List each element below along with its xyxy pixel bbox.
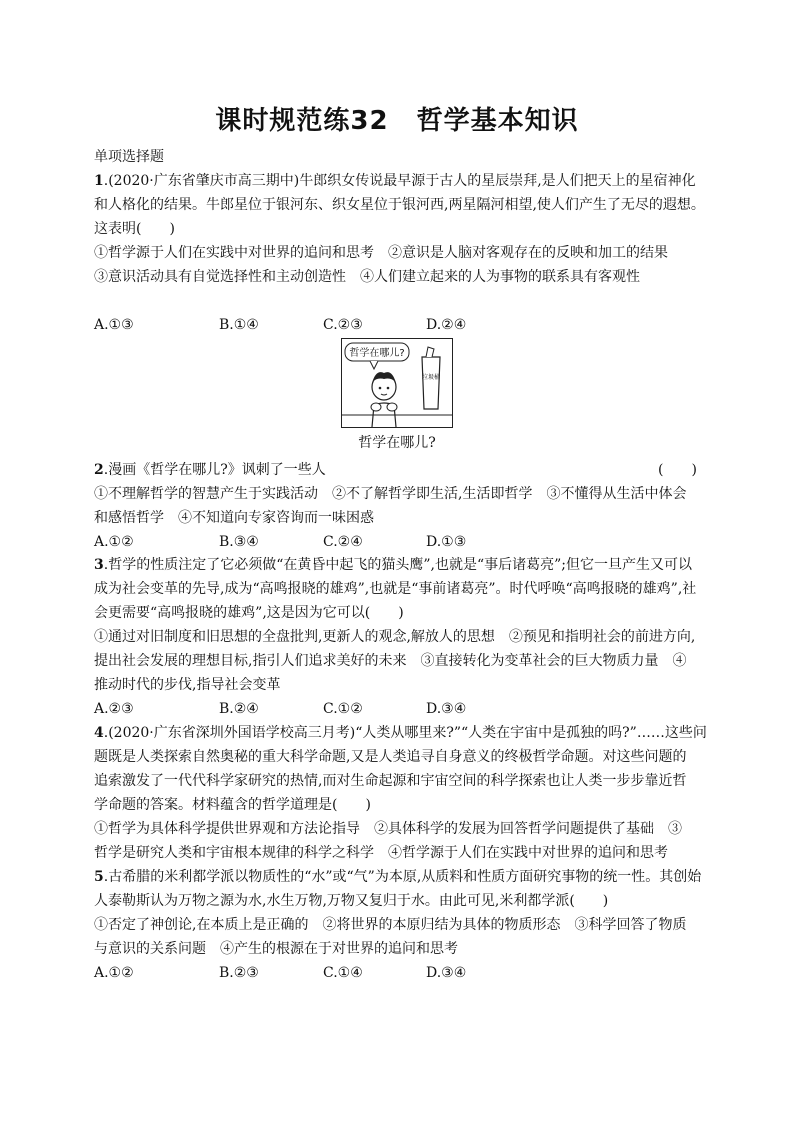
q3-option-d: D.③④	[426, 701, 467, 717]
q2-line-stem: 2.漫画《哲学在哪儿?》讽刺了一些人	[94, 462, 326, 478]
q2-line-1: ①不理解哲学的智慧产生于实践活动 ②不了解哲学即生活,生活即哲学 ③不懂得从生活中体会	[94, 486, 687, 502]
q5-option-d: D.③④	[426, 965, 467, 981]
q2-answer-blank: ( )	[658, 462, 697, 478]
q1-line-3: 这表明( )	[94, 221, 175, 237]
q2-number: 2	[94, 462, 104, 478]
q5-option-a: A.①②	[94, 965, 134, 981]
q1-option-d: D.②④	[426, 317, 467, 333]
q3-option-c: C.①②	[323, 701, 363, 717]
cartoon-image	[341, 338, 453, 428]
q1-line-2: 和人格化的结果。牛郎星位于银河东、织女星位于银河西,两星隔河相望,使人们产生了无尽的遐想。	[94, 197, 705, 213]
q4-line-5: ①哲学为具体科学提供世界观和方法论指导 ②具体科学的发展为回答哲学问题提供了基础 ③	[94, 821, 682, 837]
q1-line-4: ①哲学源于人们在实践中对世界的追问和思考 ②意识是人脑对客观存在的反映和加工的结果	[94, 245, 668, 261]
q2-option-a: A.①②	[94, 534, 134, 550]
q2-option-d: D.①③	[426, 534, 467, 550]
q4-number: 4	[94, 725, 104, 741]
q3-line-3: 会更需要“高鸣报晓的雄鸡”,这是因为它可以( )	[94, 605, 404, 621]
section-label: 单项选择题	[94, 149, 164, 165]
title-sub: 哲学基本知识	[416, 106, 579, 136]
q2-option-b: B.③④	[219, 534, 259, 550]
bubble-text: 哲学在哪儿?	[349, 348, 405, 359]
q5-line-3: ①否定了神创论,在本质上是正确的 ②将世界的本原归结为具体的物质形态 ③科学回答了物质	[94, 917, 687, 933]
q3-line-5: 提出社会发展的理想目标,指引人们追求美好的未来 ③直接转化为变革社会的巨大物质力量 ④	[94, 653, 687, 669]
q3-line-4: ①通过对旧制度和旧思想的全盘批判,更新人的观念,解放人的思想 ②预见和指明社会的前进方向,	[94, 629, 696, 645]
q4-line-1: 4.(2020·广东省深圳外国语学校高三月考)“人类从哪里来?”“人类在宇宙中是孤独的吗?”……这些问	[94, 725, 707, 741]
q3-option-a: A.②③	[94, 701, 134, 717]
cartoon-illustration	[342, 339, 452, 427]
q5-number: 5	[94, 869, 104, 885]
q4-line-4: 学命题的答案。材料蕴含的哲学道理是( )	[94, 797, 371, 813]
bin-label: 垃圾桶	[421, 374, 441, 381]
q1-option-c: C.②③	[323, 317, 363, 333]
q1-number: 1	[94, 173, 104, 189]
q3-line-2: 成为社会变革的先导,成为“高鸣报晓的雄鸡”,也就是“事前诸葛亮”。时代呼唤“高鸣报晓的雄鸡”,社	[94, 581, 697, 597]
q4-line-6: 哲学是研究人类和宇宙根本规律的科学之科学 ④哲学源于人们在实践中对世界的追问和思考	[94, 845, 668, 861]
q5-option-b: B.②③	[219, 965, 259, 981]
q5-line-4: 与意识的关系问题 ④产生的根源在于对世界的追问和思考	[94, 941, 458, 957]
q3-number: 3	[94, 557, 104, 573]
cartoon-caption: 哲学在哪儿?	[358, 435, 436, 451]
q2-line-2: 和感悟哲学 ④不知道向专家咨询而一味困惑	[94, 510, 374, 526]
q4-line-2: 题既是人类探索自然奥秘的重大科学命题,又是人类追寻自身意义的终极哲学命题。对这些问题的	[94, 749, 687, 765]
q5-option-c: C.①④	[323, 965, 363, 981]
q5-line-2: 人泰勒斯认为万物之源为水,水生万物,万物又复归于水。由此可见,米利都学派( )	[94, 893, 609, 909]
q3-line-6: 推动时代的步伐,指导社会变革	[94, 677, 281, 693]
q1-option-b: B.①④	[219, 317, 259, 333]
page-title	[0, 100, 794, 137]
q3-line-1: 3.哲学的性质注定了它必须做“在黄昏中起飞的猫头鹰”,也就是“事后诸葛亮”;但它一旦产生又可以	[94, 557, 692, 573]
title-main: 课时规范练32	[215, 106, 389, 136]
q1-line-5: ③意识活动具有自觉选择性和主动创造性 ④人们建立起来的人为事物的联系具有客观性	[94, 269, 640, 285]
q2-option-c: C.②④	[323, 534, 363, 550]
q1-option-a: A.①③	[94, 317, 134, 333]
q1-line-1: 1.(2020·广东省肇庆市高三期中)牛郎织女传说最早源于古人的星辰崇拜,是人们把天上的星宿神化	[94, 173, 696, 189]
q5-line-1: 5.古希腊的米利都学派以物质性的“水”或“气”为本原,从质料和性质方面研究事物的统一性。其创始	[94, 869, 702, 885]
q3-option-b: B.②④	[219, 701, 259, 717]
q4-line-3: 追索激发了一代代科学家研究的热情,而对生命起源和宇宙空间的科学探索也让人类一步步靠近哲	[94, 773, 687, 789]
